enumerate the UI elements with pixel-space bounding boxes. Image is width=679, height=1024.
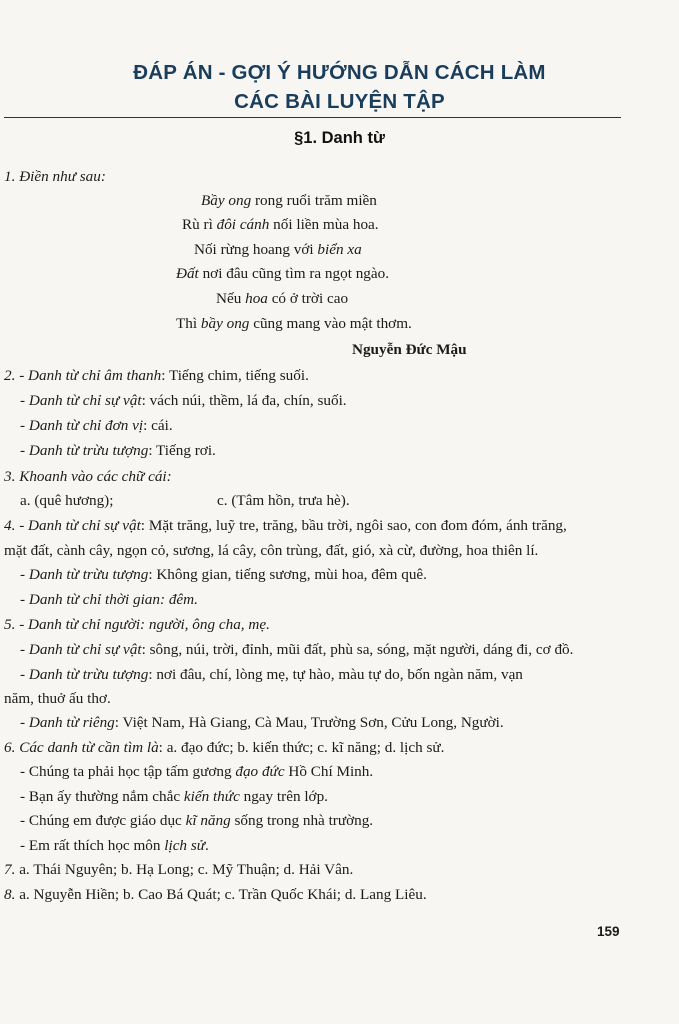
q5-line-5 [20,714,504,732]
answer-text: ngay trên lớp. [239,788,328,805]
q5-line-1: 5. - Danh từ chỉ người: người, ông cha, mẹ. [4,616,270,633]
question-number: 8. [4,886,16,903]
term-emphasis: kiến thức [183,788,240,805]
q3-answer-c: c. (Tâm hồn, trưa hè). [217,492,350,509]
term-label: - Danh từ trừu tượng [20,666,149,683]
poem-text: Nối rừng hoang với [194,241,318,258]
q4-line-1 [4,517,567,535]
poem-emphasis: biển xa [317,241,362,258]
q2-line-4 [20,442,216,460]
term-label: - Danh từ trừu tượng [20,442,149,459]
poem-text: có ở trời cao [267,290,349,307]
q6-line-3 [20,788,328,806]
poem-text: Nếu [216,290,246,307]
term-emphasis: kĩ năng [185,812,231,829]
poem-text: nối liền mùa hoa. [269,216,379,233]
q1-label: 1. Điền như sau: [4,168,106,185]
poem-emphasis: Đất [176,265,199,282]
term-emphasis: đạo đức [235,763,285,780]
answer-text: - Em rất thích học môn [20,837,165,854]
poem-emphasis: hoa [245,290,268,307]
poem-line-1 [201,192,377,210]
poem-author: Nguyễn Đức Mậu [352,341,467,358]
q8-line [4,886,427,904]
term-label: - Danh từ chỉ đơn vị [20,417,144,434]
title-divider [4,117,621,118]
answer-text: : sông, núi, trời, đỉnh, mũi đất, phù sa, sóng, mặt người, dáng đi, cơ đồ. [141,641,574,658]
term-label: - Danh từ trừu tượng [20,566,149,583]
q4-line-3 [20,566,427,584]
q5-line-3 [20,666,523,684]
page-title-line-2: CÁC BÀI LUYỆN TẬP [234,90,445,113]
answer-text: : Việt Nam, Hà Giang, Cà Mau, Trường Sơn, Cửu Long, Người. [114,714,504,731]
answer-text: . [205,837,209,854]
q6-line-2 [20,763,373,781]
page-number: 159 [597,924,620,939]
question-number: 7. [4,861,16,878]
answer-text: a. Nguyễn Hiền; b. Cao Bá Quát; c. Trần Quốc Khái; d. Lang Liêu. [15,886,427,903]
poem-line-6 [176,315,412,333]
poem-text: Rù rì [182,216,217,233]
answer-text: : Không gian, tiếng sương, mùi hoa, đêm quê. [148,566,427,583]
poem-line-3 [194,241,362,259]
answer-text: sống trong nhà trường. [230,812,374,829]
poem-line-4 [176,265,389,283]
poem-text: rong ruổi trăm miền [251,192,377,209]
answer-text: : Tiếng rơi. [148,442,216,459]
q6-line-4 [20,812,373,830]
q6-line-1 [4,739,444,757]
term-label: 2. - Danh từ chỉ âm thanh [4,367,162,384]
term-label: - Danh từ chỉ sự vật [20,392,142,409]
answer-text: : Tiếng chim, tiếng suối. [161,367,309,384]
answer-text: - Bạn ấy thường nắm chắc [20,788,184,805]
poem-emphasis: Bầy ong [201,192,252,209]
q3-label: 3. Khoanh vào các chữ cái: [4,468,172,485]
poem-text: Thì [176,315,201,332]
section-heading: §1. Danh từ [294,129,385,147]
q7-line [4,861,353,879]
poem-text: cũng mang vào mật thơm. [249,315,412,332]
answer-text: - Chúng em được giáo dục [20,812,186,829]
q4-line-2: mặt đất, cành cây, ngọn cỏ, sương, lá cây, côn trùng, đất, gió, xà cừ, đường, hoa thiên lí. [4,542,539,559]
answer-text: : Mặt trăng, luỹ tre, trăng, bầu trời, ngôi sao, con đom đóm, ánh trăng, [140,517,567,534]
q2-line-1 [4,367,309,385]
q3-answer-a: a. (quê hương); [20,492,114,509]
term-label: 4. - Danh từ chỉ sự vật [4,517,141,534]
poem-text: nơi đâu cũng tìm ra ngọt ngào. [198,265,390,282]
term-label: 6. Các danh từ cần tìm là [4,739,159,756]
answer-text: : a. đạo đức; b. kiến thức; c. kĩ năng; d. lịch sử. [158,739,445,756]
term-emphasis: lịch sử [164,837,206,854]
answer-text: a. Thái Nguyên; b. Hạ Long; c. Mỹ Thuận; d. Hải Vân. [15,861,354,878]
answer-text: : vách núi, thềm, lá đa, chín, suối. [141,392,347,409]
poem-emphasis: bầy ong [200,315,250,332]
q5-line-4: năm, thuở ấu thơ. [4,690,111,707]
q5-line-2 [20,641,573,659]
answer-text: : nơi đâu, chí, lòng mẹ, tự hào, màu tự do, bốn ngàn năm, vạn [148,666,523,683]
q2-line-3 [20,417,173,435]
page-title-line-1: ĐÁP ÁN - GỢI Ý HƯỚNG DẪN CÁCH LÀM [133,61,546,84]
answer-text: Hồ Chí Minh. [284,763,374,780]
answer-text: : cái. [143,417,173,434]
q2-line-2 [20,392,347,410]
q4-line-4: - Danh từ chỉ thời gian: đêm. [20,591,198,608]
poem-line-5 [216,290,348,308]
term-label: - Danh từ riêng [20,714,115,731]
poem-emphasis: đôi cánh [216,216,270,233]
q6-line-5 [20,837,209,855]
poem-line-2 [182,216,379,234]
answer-text: - Chúng ta phải học tập tấm gương [20,763,236,780]
term-label: - Danh từ chỉ sự vật [20,641,142,658]
